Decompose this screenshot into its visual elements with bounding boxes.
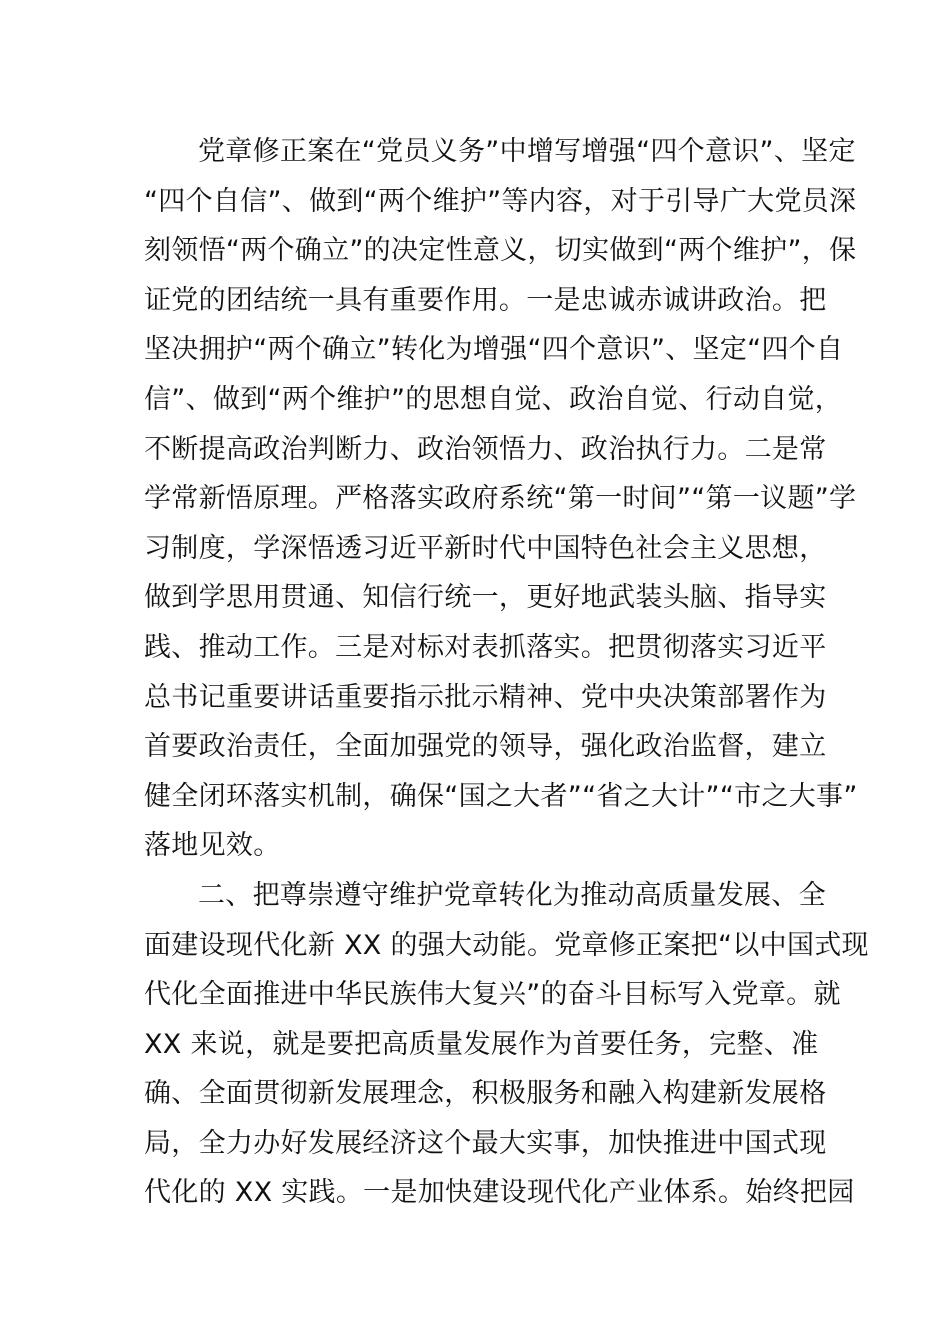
text-line: XX 来说，就是要把高质量发展作为首要任务，完整、准 xyxy=(144,1028,819,1060)
text-line: 总书记重要讲话重要指示批示精神、党中央决策部署作为 xyxy=(144,681,827,713)
text-line: 证党的团结统一具有重要作用。一是忠诚赤诚讲政治。把 xyxy=(144,284,827,316)
text-line: 健全闭环落实机制，确保“国之大者”“省之大计”“市之大事” xyxy=(144,780,858,812)
text-line: 信”、做到“两个维护”的思想自觉、政治自觉、行动自觉， xyxy=(144,383,843,415)
text-line: 坚决拥护“两个确立”转化为增强“四个意识”、坚定“四个自 xyxy=(144,334,844,366)
text-line: 落地见效。 xyxy=(144,830,281,862)
text-line: 党章修正案在“党员义务”中增写增强“四个意识”、坚定 xyxy=(198,136,856,167)
text-line: “四个自信”、做到“两个维护”等内容，对于引导广大党员深 xyxy=(144,185,857,217)
text-line: 做到学思用贯通、知信行统一，更好地武装头脑、指导实 xyxy=(144,582,827,614)
text-line: 首要政治责任，全面加强党的领导，强化政治监督，建立 xyxy=(144,731,827,763)
text-line: 代化全面推进中华民族伟大复兴”的奋斗目标写入党章。就 xyxy=(144,979,841,1011)
body-text xyxy=(144,127,869,1218)
text-line: 局，全力办好发展经济这个最大实事，加快推进中国式现 xyxy=(144,1127,827,1159)
text-line: 学常新悟原理。严格落实政府系统“第一时间”“第一议题”学 xyxy=(144,483,857,515)
text-line: 面建设现代化新 XX 的强大动能。党章修正案把“以中国式现 xyxy=(144,929,869,961)
text-line: 二、把尊崇遵守维护党章转化为推动高质量发展、全 xyxy=(198,879,826,911)
text-line: 代化的 XX 实践。一是加快建设现代化产业体系。始终把园 xyxy=(144,1177,855,1209)
text-line: 确、全面贯彻新发展理念，积极服务和融入构建新发展格 xyxy=(144,1078,827,1110)
text-line: 践、推动工作。三是对标对表抓落实。把贯彻落实习近平 xyxy=(144,631,827,663)
text-line: 习制度，学深悟透习近平新时代中国特色社会主义思想， xyxy=(144,532,827,564)
text-line: 刻领悟“两个确立”的决定性意义，切实做到“两个维护”，保 xyxy=(144,235,857,267)
text-line: 不断提高政治判断力、政治领悟力、政治执行力。二是常 xyxy=(144,433,827,465)
